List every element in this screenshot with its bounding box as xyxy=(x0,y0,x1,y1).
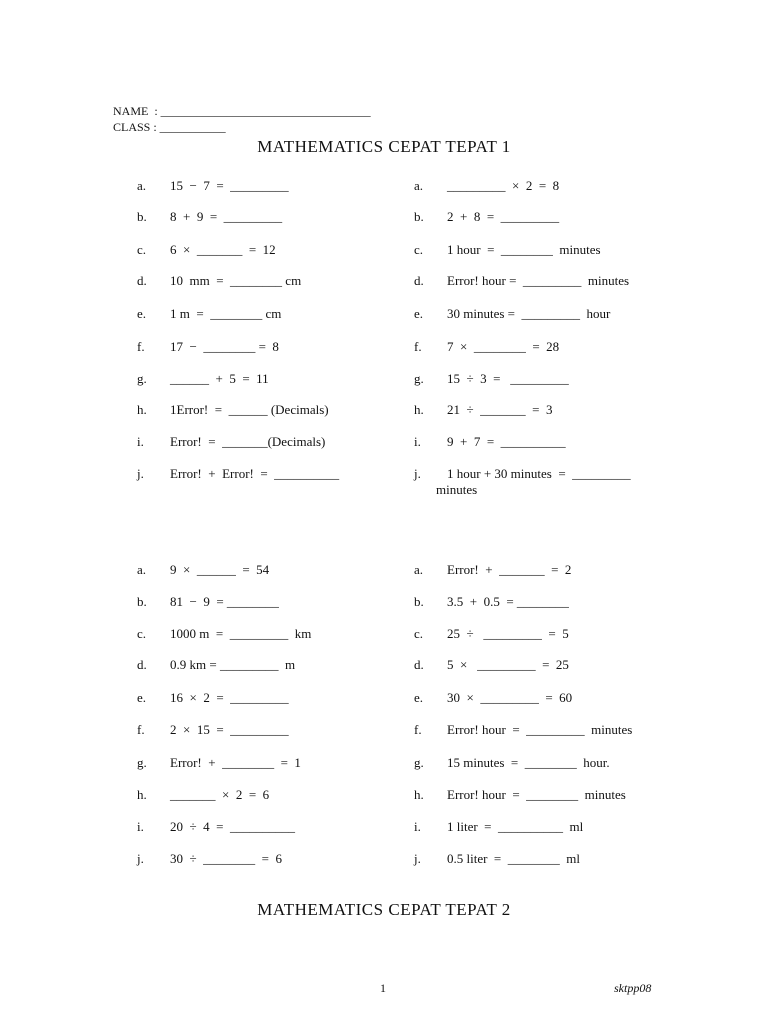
question-label: e. xyxy=(137,690,147,705)
name-field-line: NAME : ___________________________________ xyxy=(113,104,371,118)
question-text: 30 minutes = _________ hour xyxy=(447,306,611,321)
question-text: 8 + 9 = _________ xyxy=(170,209,283,224)
document-code: sktpp08 xyxy=(614,981,652,995)
question-label: h. xyxy=(414,402,424,417)
question-text: 10 mm = ________ cm xyxy=(170,273,302,288)
question-label: h. xyxy=(414,787,424,802)
question-label: j. xyxy=(414,466,421,481)
question-text: 0.9 km = _________ m xyxy=(170,657,296,672)
question-text: 7 × ________ = 28 xyxy=(447,339,560,354)
question-text: 20 ÷ 4 = __________ xyxy=(170,819,295,834)
question-text: 15 minutes = ________ hour. xyxy=(447,755,610,770)
question-label: f. xyxy=(137,339,145,354)
class-field-line: CLASS : ___________ xyxy=(113,120,226,134)
question-label: g. xyxy=(414,371,424,386)
section-title-1: MATHEMATICS CEPAT TEPAT 1 xyxy=(257,137,511,156)
question-label: g. xyxy=(137,755,147,770)
question-label: g. xyxy=(137,371,147,386)
question-label: b. xyxy=(414,594,424,609)
question-text: 15 − 7 = _________ xyxy=(170,178,289,193)
question-text: 15 ÷ 3 = _________ xyxy=(447,371,569,386)
question-label: d. xyxy=(414,273,424,288)
question-label: h. xyxy=(137,402,147,417)
question-text: Error! + ________ = 1 xyxy=(170,755,301,770)
question-label: i. xyxy=(414,819,421,834)
question-text: 0.5 liter = ________ ml xyxy=(447,851,580,866)
question-label: b. xyxy=(137,209,147,224)
question-text: Error! hour = ________ minutes xyxy=(447,787,626,802)
question-text: 25 ÷ _________ = 5 xyxy=(447,626,569,641)
question-text-continued: minutes xyxy=(436,482,478,497)
question-label: f. xyxy=(414,722,422,737)
question-label: c. xyxy=(137,626,147,641)
question-text: Error! hour = _________ minutes xyxy=(447,722,633,737)
question-text: 1000 m = _________ km xyxy=(170,626,312,641)
question-text: _________ × 2 = 8 xyxy=(447,178,560,193)
question-text: Error! + _______ = 2 xyxy=(447,562,572,577)
question-text: 1 hour = ________ minutes xyxy=(447,242,601,257)
question-text: 1 liter = __________ ml xyxy=(447,819,584,834)
question-label: d. xyxy=(414,657,424,672)
question-text: 21 ÷ _______ = 3 xyxy=(447,402,553,417)
question-label: i. xyxy=(137,434,144,449)
page-number: 1 xyxy=(380,981,386,995)
question-text: _______ × 2 = 6 xyxy=(170,787,270,802)
question-text: Error! = _______(Decimals) xyxy=(170,434,326,449)
question-text: 30 ÷ ________ = 6 xyxy=(170,851,282,866)
question-label: i. xyxy=(137,819,144,834)
question-text: 3.5 + 0.5 = ________ xyxy=(447,594,569,609)
question-label: h. xyxy=(137,787,147,802)
question-text: ______ + 5 = 11 xyxy=(170,371,269,386)
question-text: Error! hour = _________ minutes xyxy=(447,273,630,288)
question-label: j. xyxy=(414,851,421,866)
question-text: 2 + 8 = _________ xyxy=(447,209,560,224)
question-label: d. xyxy=(137,273,147,288)
question-label: d. xyxy=(137,657,147,672)
question-label: e. xyxy=(137,306,147,321)
question-text: 17 − ________ = 8 xyxy=(170,339,279,354)
question-text: 6 × _______ = 12 xyxy=(170,242,276,257)
section-title-2: MATHEMATICS CEPAT TEPAT 2 xyxy=(257,900,511,919)
question-text: 1 hour + 30 minutes = _________ xyxy=(447,466,631,481)
question-text: 9 + 7 = __________ xyxy=(447,434,566,449)
question-text: 9 × ______ = 54 xyxy=(170,562,270,577)
question-text: 1 m = ________ cm xyxy=(170,306,282,321)
question-label: i. xyxy=(414,434,421,449)
question-label: e. xyxy=(414,306,424,321)
question-label: a. xyxy=(137,562,147,577)
question-label: c. xyxy=(414,626,424,641)
question-label: a. xyxy=(414,562,424,577)
question-label: c. xyxy=(414,242,424,257)
question-label: c. xyxy=(137,242,147,257)
question-label: j. xyxy=(137,466,144,481)
question-text: 16 × 2 = _________ xyxy=(170,690,289,705)
question-label: b. xyxy=(414,209,424,224)
question-label: f. xyxy=(137,722,145,737)
question-text: Error! + Error! = __________ xyxy=(170,466,340,481)
question-label: e. xyxy=(414,690,424,705)
question-label: f. xyxy=(414,339,422,354)
question-text: 1Error! = ______ (Decimals) xyxy=(170,402,329,417)
question-text: 2 × 15 = _________ xyxy=(170,722,289,737)
question-text: 5 × _________ = 25 xyxy=(447,657,569,672)
question-text: 81 − 9 = ________ xyxy=(170,594,279,609)
question-text: 30 × _________ = 60 xyxy=(447,690,573,705)
question-label: g. xyxy=(414,755,424,770)
question-label: a. xyxy=(414,178,424,193)
question-label: a. xyxy=(137,178,147,193)
question-label: b. xyxy=(137,594,147,609)
question-label: j. xyxy=(137,851,144,866)
